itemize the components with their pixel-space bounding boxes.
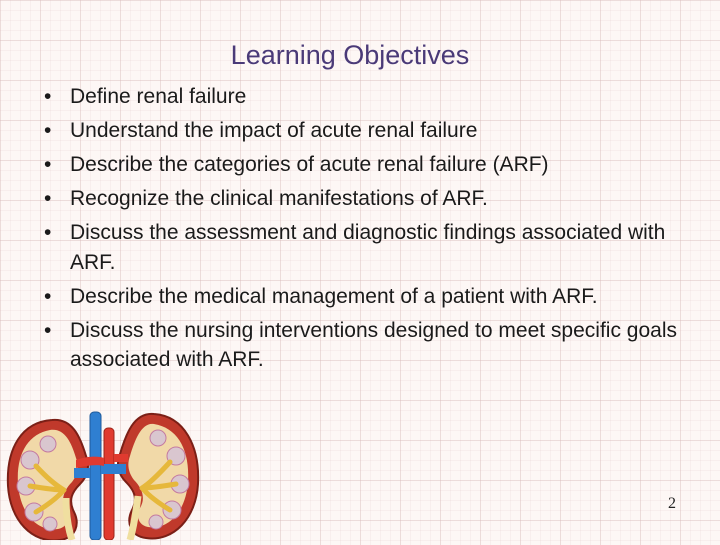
objective-text: Understand the impact of acute renal failure [70, 119, 478, 142]
objective-item [44, 116, 694, 146]
page-number: 2 [668, 495, 676, 512]
objective-item [44, 184, 694, 214]
objective-text: Discuss the nursing interventions designed to meet specific goals associated with ARF. [70, 318, 677, 371]
bullet-icon: • [44, 187, 52, 210]
objective-text: Recognize the clinical manifestations of ARF. [70, 187, 488, 210]
bullet-icon: • [44, 284, 52, 308]
objectives-list [44, 82, 694, 379]
bullet-icon: • [44, 221, 52, 244]
bullet-icon: • [44, 318, 52, 342]
objective-item [44, 282, 694, 312]
bullet-icon: • [44, 119, 52, 142]
objective-text: Describe the medical management of a patient with ARF. [70, 284, 598, 308]
objective-item [44, 218, 694, 277]
objective-item [44, 82, 694, 112]
bullet-icon: • [44, 153, 52, 176]
objective-item [44, 316, 694, 375]
objective-item [44, 150, 694, 180]
objective-text: Define renal failure [70, 85, 247, 108]
objective-text: Discuss the assessment and diagnostic findings associated with ARF. [70, 221, 666, 274]
slide-title: Learning Objectives [230, 40, 470, 70]
kidneys-illustration-icon [2, 408, 204, 540]
objective-text: Describe the categories of acute renal failure (ARF) [70, 153, 549, 176]
bullet-icon: • [44, 85, 52, 108]
